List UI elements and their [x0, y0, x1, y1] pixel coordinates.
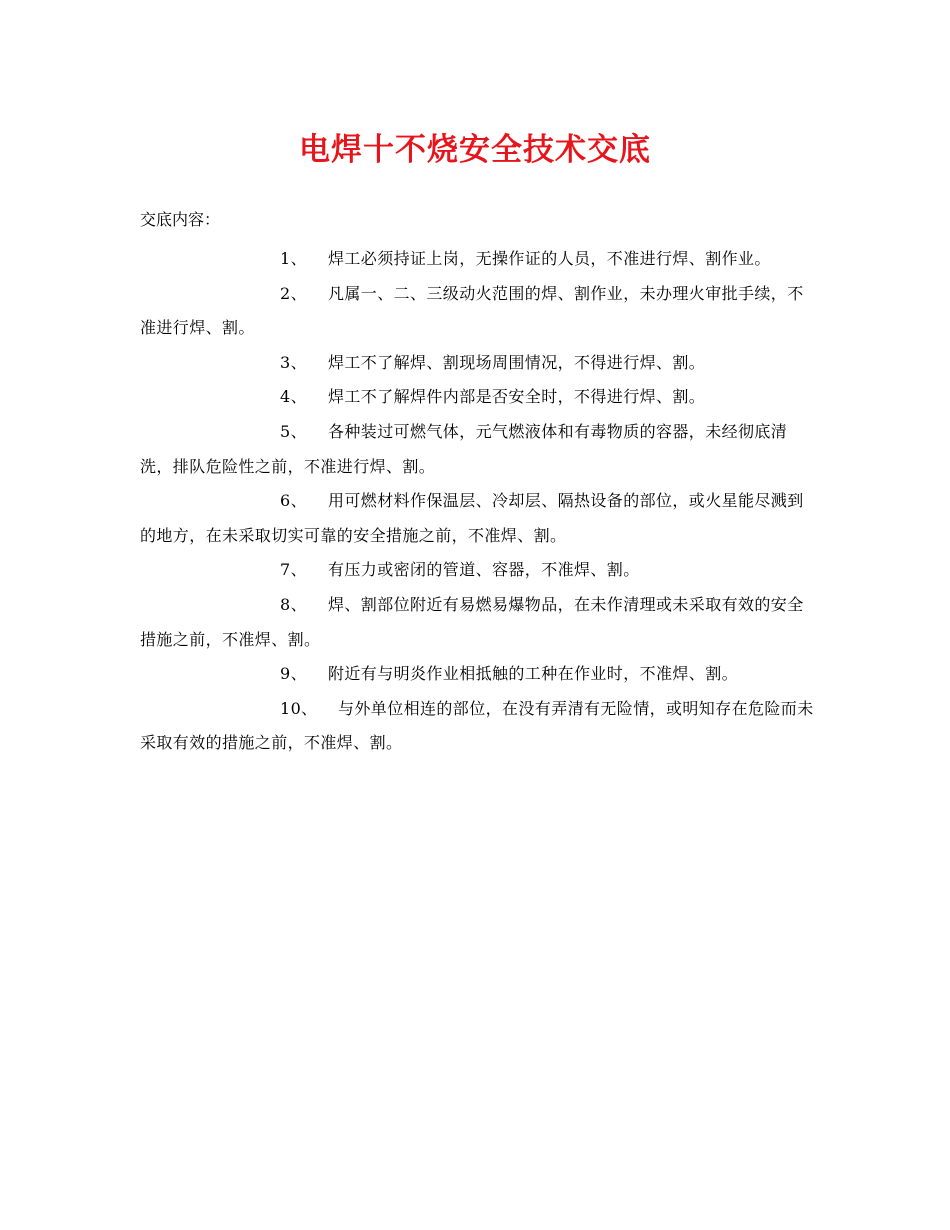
- rule-item: [140, 657, 815, 692]
- rule-text: 焊、割部位附近有易燃易爆物品，在未作清理或未采取有效的安全措施之前，不准焊、割。: [140, 594, 804, 649]
- rule-text: 附近有与明炎作业相抵触的工种在作业时，不准焊、割。: [328, 664, 739, 684]
- rule-text: 凡属一、二、三级动火范围的焊、割作业，未办理火审批手续，不准进行焊、割。: [140, 283, 804, 338]
- rule-text: 各种装过可燃气体，元气燃液体和有毒物质的容器，未经彻底清洗，排队危险性之前，不准进行焊、割。: [140, 421, 788, 476]
- rule-number: 6、: [280, 491, 307, 511]
- rule-item: [140, 553, 815, 588]
- rule-item: [140, 415, 815, 484]
- rule-number: 9、: [280, 664, 307, 684]
- rule-item: [140, 380, 815, 415]
- content-label: 交底内容：: [140, 210, 221, 229]
- rule-number: 8、: [280, 594, 307, 614]
- rule-text: 用可燃材料作保温层、冷却层、隔热设备的部位，或火星能尽溅到的地方，在未采取切实可靠的安全措施之前，不准焊、割。: [140, 491, 804, 545]
- rule-item: [140, 277, 815, 346]
- rule-item: [140, 588, 815, 657]
- rule-number: 5、: [280, 421, 307, 441]
- document-title: 电焊十不烧安全技术交底: [299, 132, 651, 168]
- rule-number: 10、: [280, 698, 318, 718]
- rule-number: 2、: [280, 283, 307, 303]
- rule-number: 1、: [280, 249, 307, 268]
- rule-text: 焊工不了解焊、割现场周围情况，不得进行焊、割。: [328, 352, 706, 372]
- rule-number: 4、: [280, 387, 307, 407]
- rule-text: 有压力或密闭的管道、容器，不准焊、割。: [328, 560, 640, 580]
- rule-item: [140, 484, 815, 553]
- rules-list: [140, 242, 815, 761]
- rule-item: [140, 346, 815, 381]
- rule-item: [140, 242, 815, 277]
- rule-item: [140, 692, 815, 761]
- rule-text: 与外单位相连的部位，在没有弄清有无险情，或明知存在危险而未采取有效的措施之前，不准焊、割。: [140, 698, 814, 753]
- rule-text: 焊工不了解焊件内部是否安全时，不得进行焊、割。: [328, 387, 706, 407]
- rule-text: 焊工必须持证上岗，无操作证的人员，不准进行焊、割作业。: [328, 249, 771, 268]
- rule-number: 7、: [280, 560, 307, 580]
- rule-number: 3、: [280, 352, 307, 372]
